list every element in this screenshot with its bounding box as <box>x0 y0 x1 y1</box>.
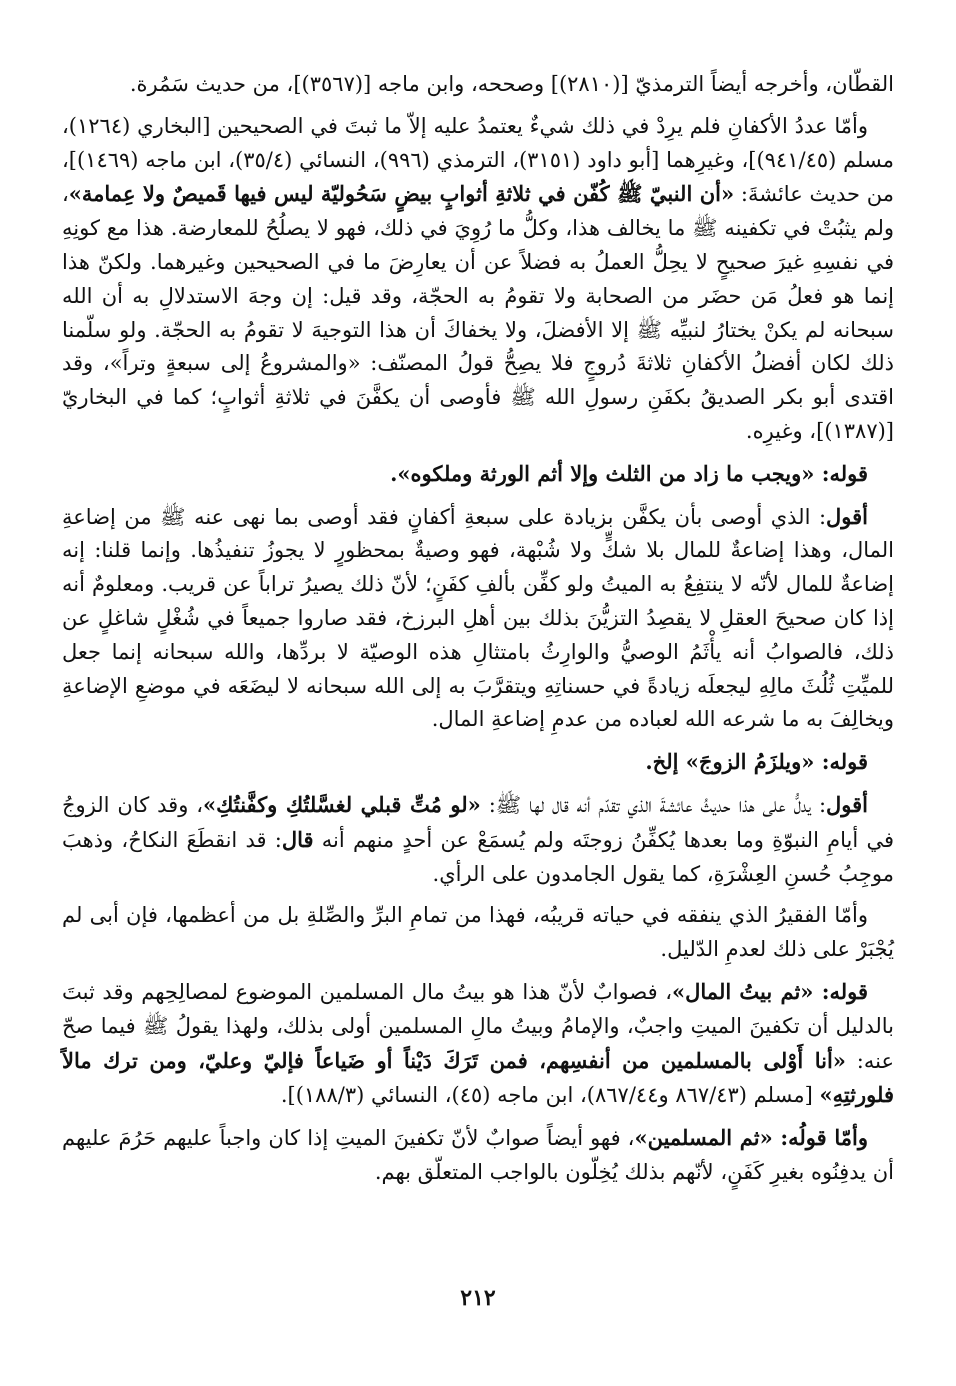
paragraph <box>62 110 894 449</box>
bold-text-segment: قال <box>281 826 314 852</box>
text-segment: القطّان، وأخرجه أيضاً الترمذيّ [(٢٨١٠)] وصححه، وابن ماجه [(٣٥٦٧)]، من حديث سَمُرة. <box>129 72 894 96</box>
text-segment: ، فهو أيضاً صوابٌ لأنّ تكفينَ الميتِ إذا كان واجباً عليهم حَرُمَ عليهم أن يدفِنُوه بغيرِ كَفَنٍ، لأنّهم بذلك يُخِلّون بالواجب المتعلّق بهم. <box>62 1126 894 1184</box>
paragraph-gap <box>62 737 894 745</box>
bold-text-segment: قوله: «ويجب ما زاد من الثلث وإلا أثم الورثة وملكوه». <box>390 460 868 486</box>
text-segment: ، ولم يثبُتْ في تكفينه ﷺ ما يخالف هذا، وكلُّ ما رُوِيَ في ذلك، فهو لا يصلُحُ للمعارضة. هذا مع كونِهِ في نفسِهِ غيرَ صحيحٍ لا يحِلُّ العملُ به فضلاً عن أن يعارِضَ ما في الصحيحين وغيرهما. ولكنّ هذا إنما هو فعلُ مَن حضَر من الصحابة ولا تقومُ به الحجّة، وقد قيل: إن وجهَ الاستدلالِ به أن الله سبحانه لم يكنْ يختارُ لنبيِّه ﷺ إلا الأفضلَ، ولا يخفاكَ أن هذا التوجيهَ لا تقومُ به الحجّة. ولو سلّمنا ذلك لكان أفضلُ الأكفانِ ثلاثةَ دُروجٍ فلا يصِحُّ قولُ المصنّف: «والمشروعُ إلى سبعةٍ وتراً»، وقد اقتدى أبو بكر الصديقُ بكفَنِ رسولِ الله ﷺ فأوصى أن يكفَّنَ في ثلاثةِ أثوابٍ؛ كما في البخاريّ [(١٣٨٧)]، وغيرِه. <box>62 182 894 443</box>
text-segment: [مسلم (٨٦٧/٤٣ و٨٦٧/٤٤)، ابن ماجه (٤٥)، النسائي (١٨٨/٣)]. <box>280 1083 820 1108</box>
bold-text-segment: أقول <box>826 503 868 529</box>
bold-text-segment: «لو مُتِّ قبلي لغسَّلتُكِ وكفَّنتُكِ» <box>203 791 481 817</box>
paragraph-gap <box>62 967 894 975</box>
paragraph <box>62 500 894 738</box>
bold-text-segment: «أنا أَوْلى بالمسلمين من أنفسِهم، فمن تَرَكَ دَيْناً أو ضَياعاً فإليّ وعليّ، ومن ترك مالاً فلورثتِهِ» <box>62 1047 894 1108</box>
page-number: ٢١٢ <box>460 1285 496 1311</box>
bold-text-segment: وأمّا قولُه: «ثم المسلمين» <box>634 1125 868 1151</box>
text-segment: ، وقد كان الزوجُ في أيامِ النبوّةِ وما بعدها يُكفِّنُ زوجتَه ولم يُسمَعْ عن أحدٍ منهم أنه <box>62 792 894 852</box>
paragraph <box>62 68 894 102</box>
text-segment: : قد انقطَعَ النكاحُ، وذهبَ موجِبُ حُسنِ العِشْرَةِ، كما يقول الجامدون على الرأي. <box>62 827 894 886</box>
text-segment: ، فصوابٌ لأنّ هذا هو بيتُ مال المسلمين الموضوع لمصالِحِهم وقد ثبتَ بالدليل أن تكفينَ الميتِ واجبٌ، والإمامُ وبيتُ مالِ المسلمين أولى بذلك، ولهذا يقولُ ﷺ فيما صحّ عنه: <box>62 979 894 1073</box>
bold-text-segment: «أن النبيّ ﷺ كُفّن في ثلاثةِ أثوابٍ بيضٍ سَحُوليّة ليس فيها قَميصٌ ولا عِمامة» <box>68 181 735 207</box>
text-segment: : الذي أوصى بأن يكفَّن بزيادة على سبعةِ أكفانٍ فقد أوصى بما نهى عنه ﷺ من إضاعةِ المال، وهذا إضاعةٌ للمال بلا شكٍّ ولا شُبْهة، فهو وصيةٌ بمحظورٍ لا يجوزُ تنفيذُها. وإنما قلنا: إنه إضاعةٌ للمال لأنّه لا ينتفِعُ به الميتُ ولو كفِّن بألفِ كفَنٍ؛ لأنّ ذلك يصيرُ تراباً عن قريب. ومعلومٌ أنه إذا كان صحيحَ العقلِ لا يقصِدُ التزيُّنَ بذلك بين أهلِ البرزخ، فقد صاروا جميعاً في شُغْلٍ شاغلٍ عن ذلك، فالصوابُ أنه يأْثَمُ الوصيُّ والوارِثُ بامتثالِ هذه الوصيّة لا بردِّها، والله سبحانه إنما جعل للميِّتِ ثُلُثَ مالِهِ ليجعلَه زيادةً في حسناتِهِ ويتقرَّبَ به إلى الله سبحانه لا ليضَعَه في موضعِ الإضاعةِ ويخالِفَ به ما شرعه الله لعباده من عدمِ إضاعةِ المال. <box>62 504 894 732</box>
paragraph <box>62 1121 894 1190</box>
text-segment: وأمّا عددُ الأكفانِ فلم يرِدْ في ذلك شيءٌ يعتمدُ عليه إلاّ ما ثبتَ في الصحيحين [البخاري (١٢٦٤)، مسلم (٩٤١/٤٥)]، وغيرِهما [أبو داود (٣١٥١)، الترمذي (٩٩٦)، النسائي (٣٥/٤)، ابن ماجه (١٤٦٩)]، من حديث عائشةَ: <box>62 113 894 207</box>
bold-text-segment: أقول <box>826 791 869 817</box>
text-segment: : يدلُّ على هذا حديثُ عائشةَ الذي تقدّم أنه قال لها ﷺ: <box>480 792 827 817</box>
bold-text-segment: قوله: «ويلزَمُ الزوجَ» إلخ. <box>645 749 868 775</box>
paragraph <box>62 457 894 492</box>
paragraph <box>62 788 894 891</box>
paragraph-gap <box>62 891 894 899</box>
paragraph <box>62 899 894 967</box>
bold-text-segment: قوله: «ثم بيتُ المال» <box>672 978 868 1004</box>
page-content <box>62 68 894 1190</box>
paragraph <box>62 745 894 780</box>
text-segment: وأمّا الفقيرُ الذي ينفقه في حياته قريبُه، فهذا من تمامِ البرِّ والصِّلةِ بل من أعظمها، فإن أبى لم يُجْبَرْ على ذلك لعدمِ الدّليل. <box>62 903 894 962</box>
paragraph-gap <box>62 780 894 788</box>
paragraph-gap <box>62 1113 894 1121</box>
paragraph <box>62 975 894 1113</box>
paragraph-gap <box>62 492 894 500</box>
paragraph-gap <box>62 102 894 110</box>
paragraph-gap <box>62 449 894 457</box>
